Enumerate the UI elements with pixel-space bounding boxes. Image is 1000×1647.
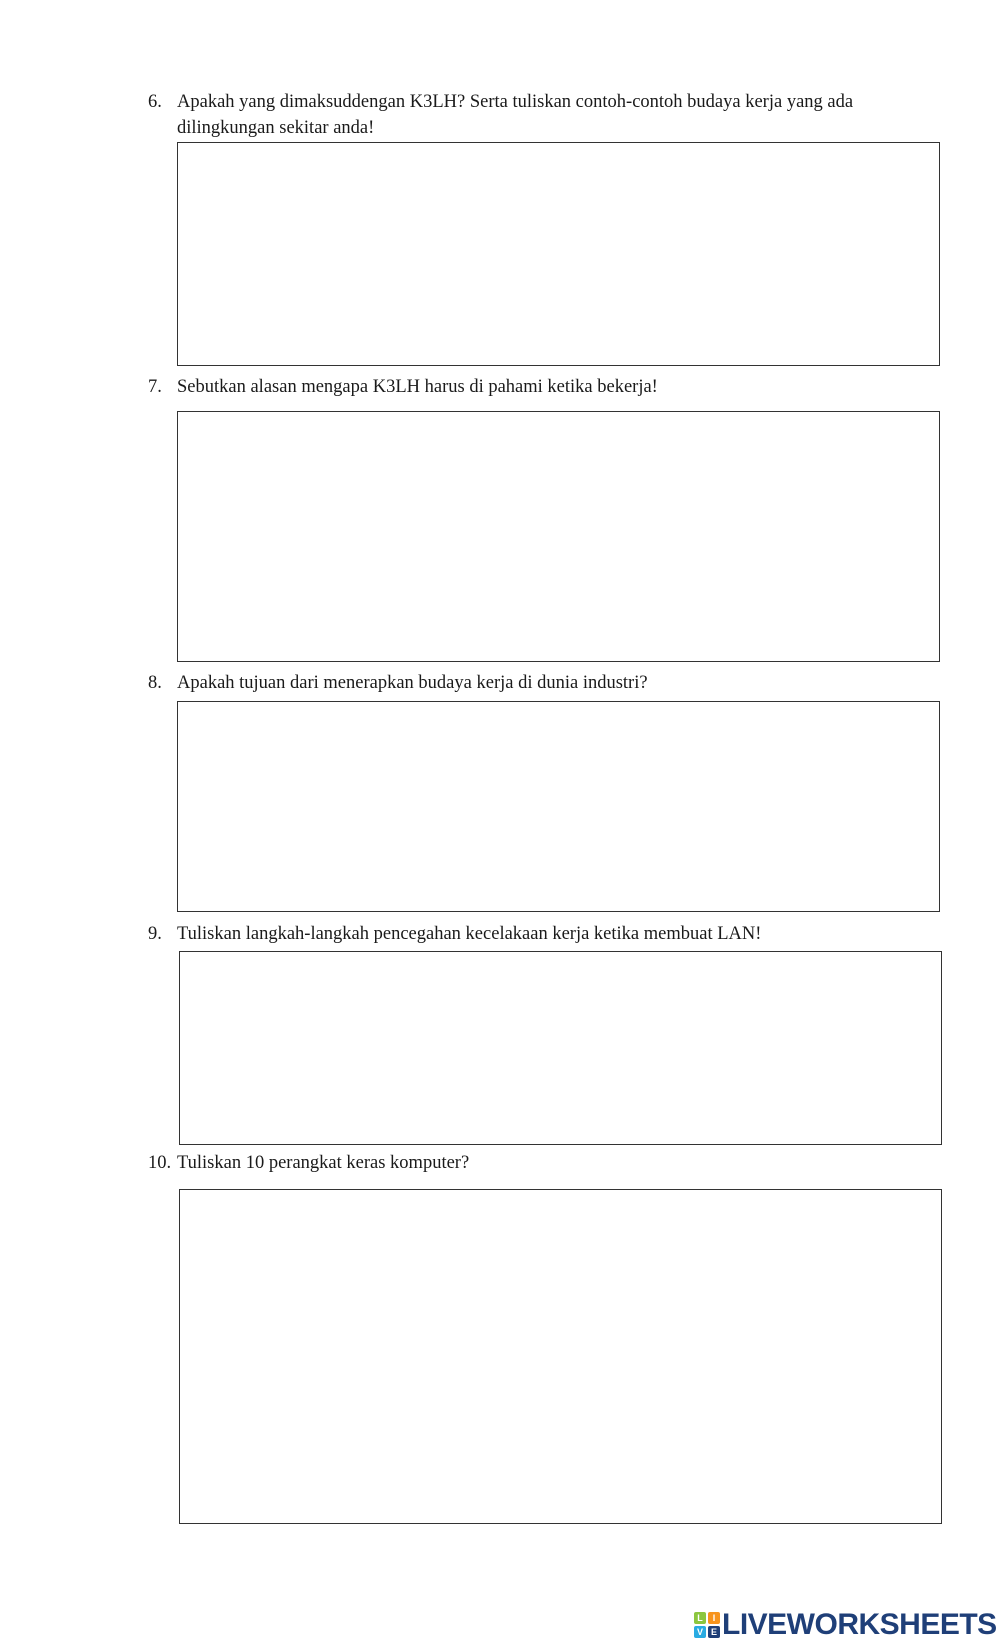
logo-text: LIVEWORKSHEETS [722, 1608, 997, 1641]
answer-box-10[interactable] [179, 1189, 942, 1524]
answer-box-8[interactable] [177, 701, 940, 912]
logo-tile-i: I [708, 1612, 720, 1624]
question-number: 10. [148, 1153, 172, 1173]
answer-box-7[interactable] [177, 411, 940, 662]
question-number: 8. [148, 673, 162, 693]
answer-input-10[interactable] [180, 1190, 941, 1523]
logo-tile-e: E [708, 1626, 720, 1638]
logo-tile-l: L [694, 1612, 706, 1624]
question-text: Sebutkan alasan mengapa K3LH harus di pahami ketika bekerja! [177, 377, 658, 397]
question-text: Apakah yang dimaksuddengan K3LH? Serta tuliskan contoh-contoh budaya kerja yang ada dilingkungan sekitar anda! [177, 92, 854, 138]
answer-input-8[interactable] [178, 702, 939, 911]
question-number: 6. [148, 92, 162, 112]
question-text: Tuliskan 10 perangkat keras komputer? [177, 1153, 470, 1173]
liveworksheets-logo [694, 1610, 997, 1640]
answer-input-6[interactable] [178, 143, 939, 365]
answer-box-6[interactable] [177, 142, 940, 366]
answer-box-9[interactable] [179, 951, 942, 1145]
logo-mark-icon [694, 1612, 720, 1638]
answer-input-9[interactable] [180, 952, 941, 1144]
question-number: 7. [148, 377, 162, 397]
question-number: 9. [148, 924, 162, 944]
answer-input-7[interactable] [178, 412, 939, 661]
logo-tile-v: V [694, 1626, 706, 1638]
question-text: Apakah tujuan dari menerapkan budaya kerja di dunia industri? [177, 673, 648, 693]
question-text: Tuliskan langkah-langkah pencegahan kecelakaan kerja ketika membuat LAN! [177, 924, 762, 944]
